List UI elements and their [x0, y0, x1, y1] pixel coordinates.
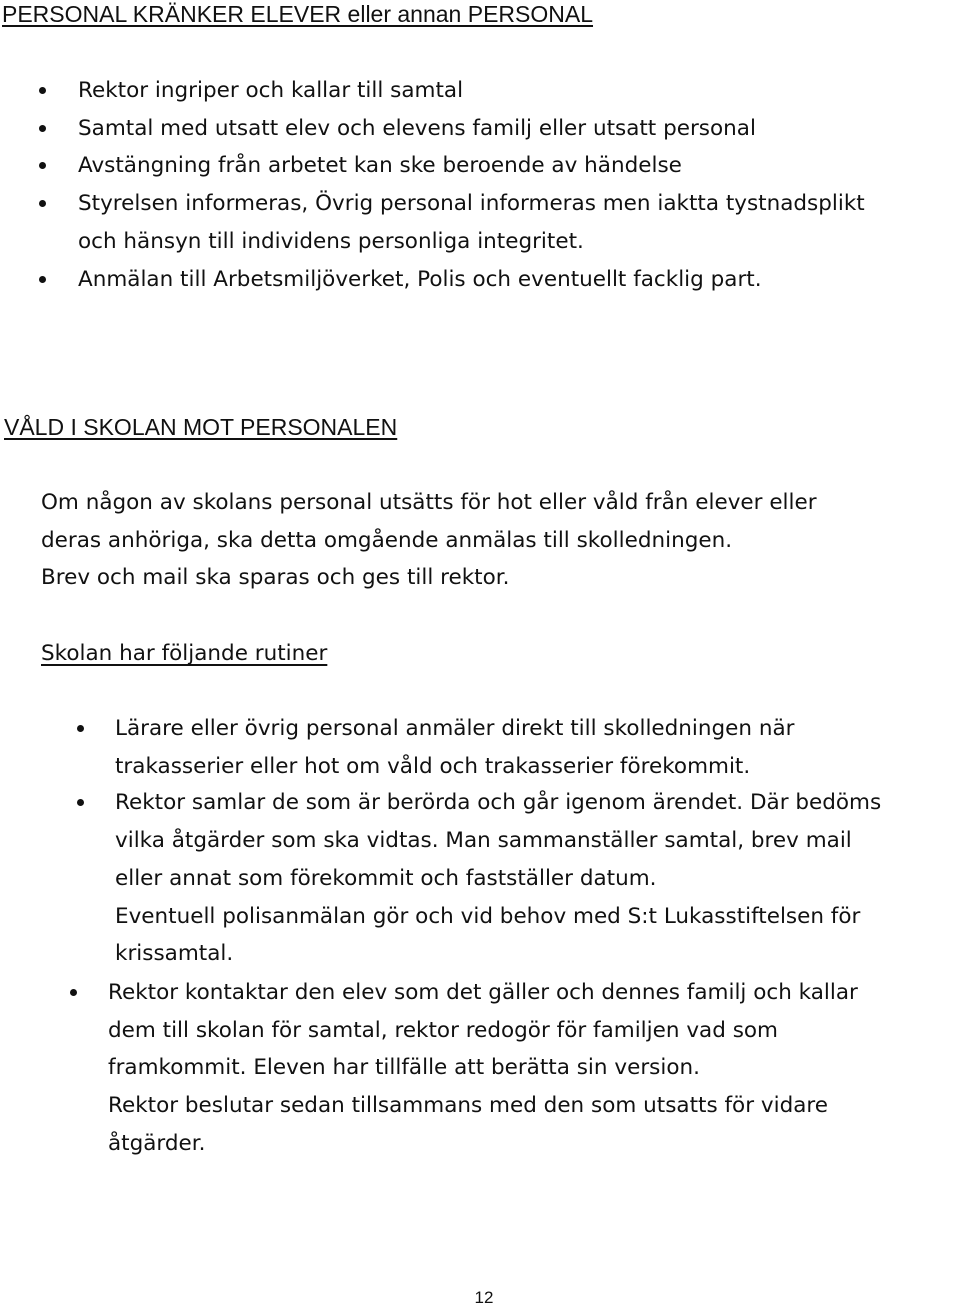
list-item-text: Rektor samlar de som är berörda och går igenom ärendet. Där bedöms	[115, 790, 882, 816]
list-item-text: Rektor beslutar sedan tillsammans med den som utsatts för vidare	[108, 1093, 828, 1119]
list-item-text: Rektor kontaktar den elev som det gäller och dennes familj och kallar	[108, 980, 858, 1005]
paragraph-line: Brev och mail ska sparas och ges till rektor.	[41, 565, 510, 591]
paragraph-line: Om någon av skolans personal utsätts för hot eller våld från elever eller	[41, 490, 817, 515]
final-routine-list	[108, 974, 858, 1163]
section-heading-personal-kranker: PERSONAL KRÄNKER ELEVER eller annan PERSONAL	[2, 1, 594, 27]
bullet-icon	[77, 799, 84, 806]
list-item-text: eller annat som förekommit och fastställer datum.	[115, 865, 657, 891]
bullet-icon	[39, 200, 46, 207]
intro-paragraph	[41, 484, 817, 597]
list-item-text: dem till skolan för samtal, rektor redogör för familjen vad som	[108, 1017, 778, 1043]
list-item	[78, 261, 865, 299]
bullet-icon	[39, 276, 46, 283]
list-item-text: åtgärder.	[108, 1130, 206, 1156]
bullet-icon	[77, 725, 84, 732]
list-item-text: Eventuell polisanmälan gör och vid behov med S:t Lukasstiftelsen för	[115, 903, 861, 929]
routines-list	[115, 710, 881, 973]
list-item	[78, 110, 865, 148]
page-number: 12	[474, 1288, 494, 1307]
list-item	[115, 710, 881, 785]
list-item	[115, 784, 881, 973]
list-item-text: framkommit. Eleven har tillfälle att berätta sin version.	[108, 1055, 700, 1081]
list-item-text: vilka åtgärder som ska vidtas. Man sammanställer samtal, brev mail	[115, 828, 852, 854]
section-heading-vald-i-skolan: VÅLD I SKOLAN MOT PERSONALEN	[4, 414, 398, 440]
list-item-text: trakasserier eller hot om våld och trakasserier förekommit.	[115, 753, 751, 779]
list-item-text: Avstängning från arbetet kan ske beroende av händelse	[78, 153, 682, 179]
list-item-text: Samtal med utsatt elev och elevens familj eller utsatt personal	[78, 115, 756, 141]
bullet-icon	[39, 125, 46, 132]
paragraph-line: deras anhöriga, ska detta omgående anmälas till skolledningen.	[41, 527, 733, 553]
list-item	[78, 147, 865, 185]
list-item-text: Rektor ingriper och kallar till samtal	[78, 78, 464, 103]
list-item-text: Lärare eller övrig personal anmäler direkt till skolledningen när	[115, 716, 795, 741]
bullet-icon	[39, 87, 46, 94]
bullet-icon	[70, 989, 77, 996]
routines-subheading: Skolan har följande rutiner	[41, 641, 328, 666]
bullet-icon	[39, 162, 46, 169]
list-item	[78, 185, 865, 260]
list-item-text: Styrelsen informeras, Övrig personal informeras men iaktta tystnadsplikt	[78, 191, 865, 217]
list-item-text: Anmälan till Arbetsmiljöverket, Polis och eventuellt facklig part.	[78, 266, 762, 292]
measures-list	[78, 72, 865, 298]
list-item	[78, 72, 865, 110]
list-item-text: krissamtal.	[115, 941, 234, 967]
list-item-text: och hänsyn till individens personliga integritet.	[78, 228, 584, 254]
list-item	[108, 974, 858, 1163]
